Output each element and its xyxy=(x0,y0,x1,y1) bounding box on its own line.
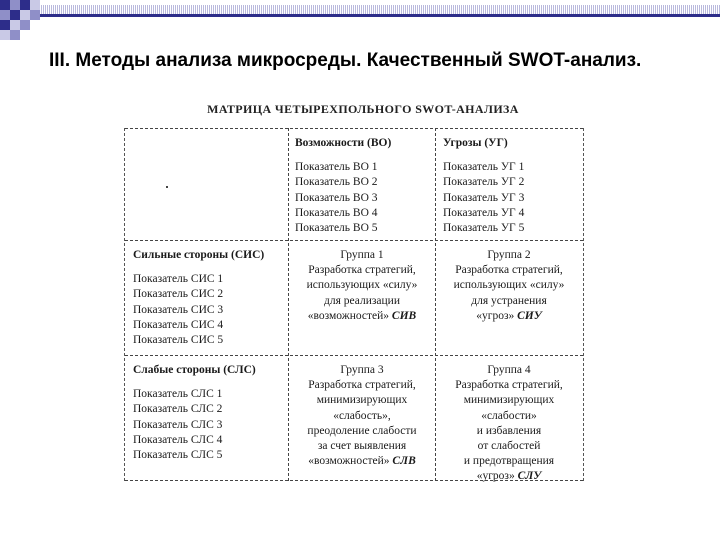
group-2-tag: СИУ xyxy=(517,309,542,322)
list-item: Показатель ВО 3 xyxy=(295,191,378,204)
group-3-line: за счет выявления xyxy=(317,440,407,453)
group-2-cell xyxy=(437,248,581,324)
list-item: Показатель СЛС 5 xyxy=(133,449,223,462)
opportunities-header: Возможности (ВО) xyxy=(295,137,392,149)
group-2-last-text: «угроз» xyxy=(476,309,515,322)
opportunities-cell xyxy=(295,136,433,236)
group-4-line: Разработка стратегий, xyxy=(455,379,563,392)
list-item: Показатель СЛС 4 xyxy=(133,433,223,446)
group-1-line: для реализации xyxy=(324,294,400,307)
group-4-last-text: «угроз» xyxy=(476,470,515,483)
list-item: Показатель ВО 4 xyxy=(295,206,378,219)
matrix-col-divider xyxy=(288,128,289,481)
swot-matrix xyxy=(124,128,584,481)
matrix-row-divider xyxy=(125,355,583,356)
list-item: Показатель СЛС 2 xyxy=(133,403,223,416)
group-3-line: «слабость», xyxy=(333,409,391,422)
group-4-line: и избавления xyxy=(476,424,542,437)
group-4-line: и предотвращения xyxy=(463,455,555,468)
group-1-tag: СИВ xyxy=(391,309,417,322)
list-item: Показатель УГ 1 xyxy=(443,161,525,174)
slide-title: III. Методы анализа микросреды. Качественный SWOT-анализ. xyxy=(49,50,642,71)
group-1-line: использующих «силу» xyxy=(306,279,418,292)
group-3-cell xyxy=(291,363,433,469)
group-1-title: Группа 1 xyxy=(340,249,384,261)
group-2-line: Разработка стратегий, xyxy=(455,264,563,277)
group-2-last-line xyxy=(437,309,581,324)
group-3-line: Разработка стратегий, xyxy=(308,379,416,392)
group-2-line: использующих «силу» xyxy=(453,279,565,292)
group-3-last-text: «возможностей» xyxy=(308,455,390,468)
strengths-cell xyxy=(133,248,285,348)
group-3-last-line xyxy=(291,454,433,469)
list-item: Показатель ВО 5 xyxy=(295,222,378,235)
header-stripe xyxy=(40,5,720,14)
group-2-title: Группа 2 xyxy=(487,249,531,261)
list-item: Показатель СЛС 1 xyxy=(133,388,223,401)
group-3-line: преодоление слабости xyxy=(307,424,417,437)
group-4-line: «слабости» xyxy=(481,409,537,422)
threats-cell xyxy=(443,136,581,236)
list-item: Показатель СИС 1 xyxy=(133,273,224,286)
list-item: Показатель УГ 3 xyxy=(443,191,525,204)
matrix-title: МАТРИЦА ЧЕТЫРЕХПОЛЬНОГО SWOT-АНАЛИЗА xyxy=(207,102,519,116)
list-item: Показатель СИС 4 xyxy=(133,318,224,331)
group-4-line: от слабостей xyxy=(477,440,541,453)
header-rule xyxy=(40,14,720,17)
list-item: Показатель СИС 5 xyxy=(133,334,224,347)
decorative-squares xyxy=(0,0,40,40)
group-1-cell xyxy=(291,248,433,324)
list-item: Показатель УГ 2 xyxy=(443,176,525,189)
group-4-last-line xyxy=(437,469,581,484)
strengths-header: Сильные стороны (СИС) xyxy=(133,249,265,261)
matrix-border-top xyxy=(125,128,583,129)
threats-header: Угрозы (УГ) xyxy=(443,137,508,149)
scan-speck xyxy=(166,186,168,188)
group-1-last-line xyxy=(291,309,433,324)
list-item: Показатель УГ 4 xyxy=(443,206,525,219)
group-1-last-text: «возможностей» xyxy=(307,309,390,322)
list-item: Показатель СИС 2 xyxy=(133,288,224,301)
group-2-line: для устранения xyxy=(471,294,547,307)
group-4-title: Группа 4 xyxy=(487,364,531,376)
group-4-cell xyxy=(437,363,581,485)
weaknesses-header: Слабые стороны (СЛС) xyxy=(133,364,256,376)
group-3-tag: СЛВ xyxy=(392,455,416,468)
matrix-col-divider xyxy=(435,128,436,481)
weaknesses-cell xyxy=(133,363,285,463)
matrix-row-divider xyxy=(125,240,583,241)
list-item: Показатель СИС 3 xyxy=(133,303,224,316)
group-4-tag: СЛУ xyxy=(517,470,542,483)
group-4-line: минимизирующих xyxy=(463,394,555,407)
group-3-title: Группа 3 xyxy=(340,364,384,376)
group-3-line: минимизирующих xyxy=(316,394,408,407)
list-item: Показатель ВО 2 xyxy=(295,176,378,189)
list-item: Показатель СЛС 3 xyxy=(133,418,223,431)
list-item: Показатель УГ 5 xyxy=(443,222,525,235)
list-item: Показатель ВО 1 xyxy=(295,161,378,174)
group-1-line: Разработка стратегий, xyxy=(308,264,416,277)
